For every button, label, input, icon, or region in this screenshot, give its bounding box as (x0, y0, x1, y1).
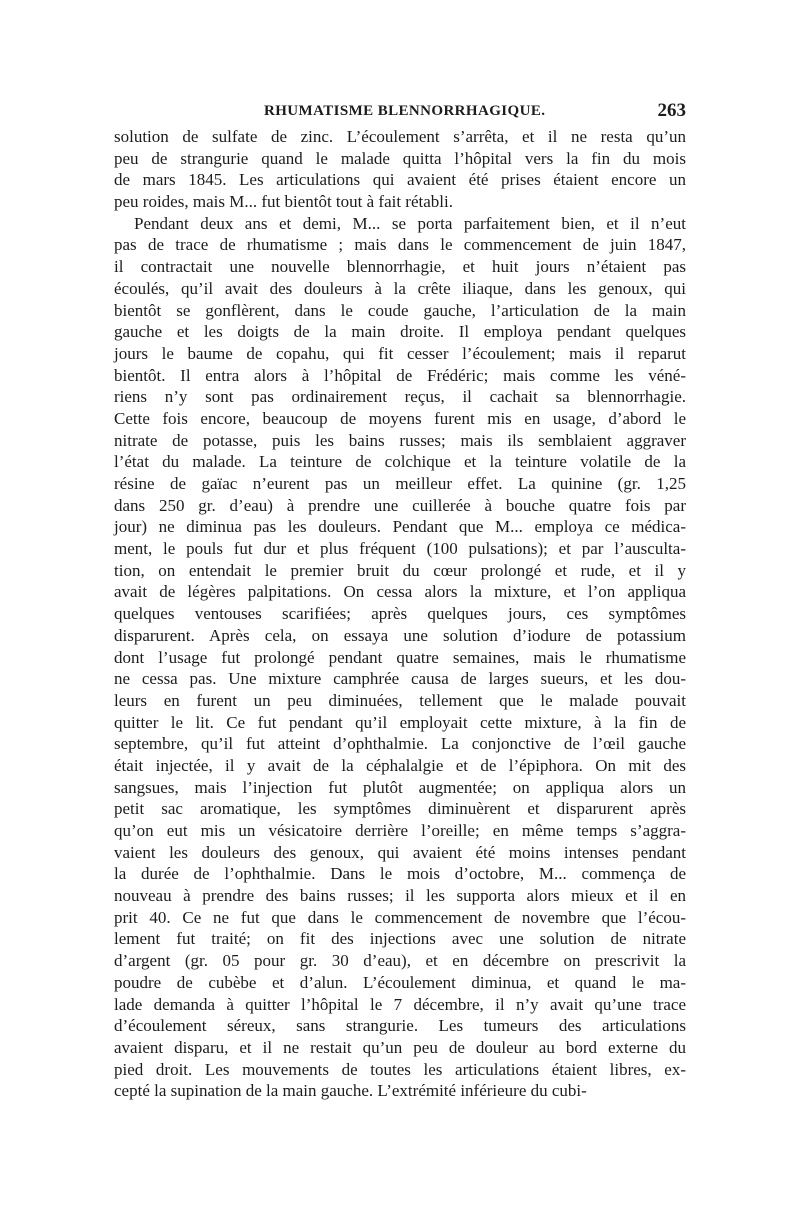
text-line: ment, le pouls fut dur et plus fréquent (100 pulsations); et par l’ausculta- (114, 539, 686, 559)
text-line: bientôt. Il entra alors à l’hôpital de Frédéric; mais comme les véné- (114, 365, 686, 385)
text-line: écoulés, qu’il avait des douleurs à la crête iliaque, dans les genoux, qui (114, 278, 686, 298)
text-line: nouveau à prendre des bains russes; il les supporta alors mieux et il en (114, 886, 686, 906)
text-line: il contractait une nouvelle blennorrhagie, et huit jours n’étaient pas (114, 257, 686, 277)
text-line: leurs en furent un peu diminuées, tellement que le malade pouvait (114, 690, 686, 710)
text-line: solution de sulfate de zinc. L’écoulement s’arrêta, et il ne resta qu’un (114, 127, 686, 146)
text-line: pas de trace de rhumatisme ; mais dans le commencement de juin 1847, (114, 235, 686, 255)
text-line: nitrate de potasse, puis les bains russes; mais ils semblaient aggraver (114, 430, 686, 450)
text-line: avait de légères palpitations. On cessa alors la mixture, et l’on appliqua (114, 582, 686, 602)
text-line: d’argent (gr. 05 pour gr. 30 d’eau), et en décembre on prescrivit la (114, 951, 686, 971)
text-line: disparurent. Après cela, on essaya une solution d’iodure de potassium (114, 625, 686, 645)
text-line: résine de gaïac n’eurent pas un meilleur effet. La quinine (gr. 1,25 (114, 474, 686, 493)
text-line: l’état du malade. La teinture de colchique et la teinture volatile de la (114, 452, 686, 472)
text-line: Pendant deux ans et demi, M... se porta parfaitement bien, et il n’eut (134, 213, 686, 233)
text-line: septembre, qu’il fut atteint d’ophthalmie. La conjonctive de l’œil gauche (114, 734, 686, 754)
text-line: dont l’usage fut prolongé pendant quatre semaines, mais le rhumatisme (114, 647, 686, 667)
text-line: quitter le lit. Ce fut pendant qu’il employait cette mixture, à la fin de (114, 712, 686, 732)
book-page (114, 96, 686, 1102)
text-line: jour) ne diminua pas les douleurs. Pendant que M... employa ce médica- (114, 517, 686, 537)
text-line: quelques ventouses scarifiées; après quelques jours, ces symptômes (114, 604, 686, 624)
text-line: lement fut traité; on fit des injections avec une solution de nitrate (114, 929, 686, 949)
text-line: de mars 1845. Les articulations qui avaient été prises étaient encore un (114, 170, 686, 190)
body-text (114, 126, 686, 1102)
text-line: poudre de cubèbe et d’alun. L’écoulement diminua, et quand le ma- (114, 972, 686, 992)
text-line: d’écoulement séreux, sans strangurie. Les tumeurs des articulations (114, 1016, 686, 1036)
text-line: Cette fois encore, beaucoup de moyens furent mis en usage, d’abord le (114, 408, 686, 428)
text-line: riens n’y sont pas ordinairement reçus, il cachait sa blennorrhagie. (114, 387, 686, 407)
text-line: gauche et les doigts de la main droite. Il employa pendant quelques (114, 322, 686, 342)
text-line: peu roides, mais M... fut bientôt tout à fait rétabli. (114, 192, 453, 212)
text-line: lade demanda à quitter l’hôpital le 7 décembre, il n’y avait qu’une trace (114, 994, 686, 1014)
text-line: dans 250 gr. d’eau) à prendre une cuillerée à bouche quatre fois par (114, 495, 686, 515)
text-line: peu de strangurie quand le malade quitta l’hôpital vers la fin du mois (114, 148, 686, 168)
text-line: pied droit. Les mouvements de toutes les articulations étaient libres, ex- (114, 1059, 686, 1079)
text-line: prit 40. Ce ne fut que dans le commencement de novembre que l’écou- (114, 907, 686, 927)
text-line: vaient les douleurs des genoux, qui avaient été moins intenses pendant (114, 842, 686, 862)
text-line: avaient disparu, et il ne restait qu’un peu de douleur au bord externe du (114, 1037, 686, 1057)
page-number: 263 (657, 100, 686, 121)
text-line: ne cessa pas. Une mixture camphrée causa de larges sueurs, et les dou- (114, 669, 686, 689)
text-line: la durée de l’ophthalmie. Dans le mois d’octobre, M... commença de (114, 864, 686, 884)
page-header (114, 96, 686, 126)
text-line: petit sac aromatique, les symptômes diminuèrent et disparurent après (114, 799, 686, 819)
text-line: tion, on entendait le premier bruit du cœur prolongé et rude, et il y (114, 560, 686, 580)
running-title: RHUMATISME BLENNORRHAGIQUE. (264, 103, 546, 119)
text-line: cepté la supination de la main gauche. L’extrémité inférieure du cubi- (114, 1081, 587, 1101)
text-line: jours le baume de copahu, qui fit cesser l’écoulement; mais il reparut (114, 343, 686, 363)
text-line: bientôt se gonflèrent, dans le coude gauche, l’articulation de la main (114, 300, 686, 320)
text-line: qu’on eut mis un vésicatoire derrière l’oreille; en même temps s’aggra- (114, 821, 686, 840)
text-line: était injectée, il y avait de la céphalalgie et de l’épiphora. On mit des (114, 755, 686, 775)
text-line: sangsues, mais l’injection fut plutôt augmentée; on appliqua alors un (114, 777, 686, 797)
